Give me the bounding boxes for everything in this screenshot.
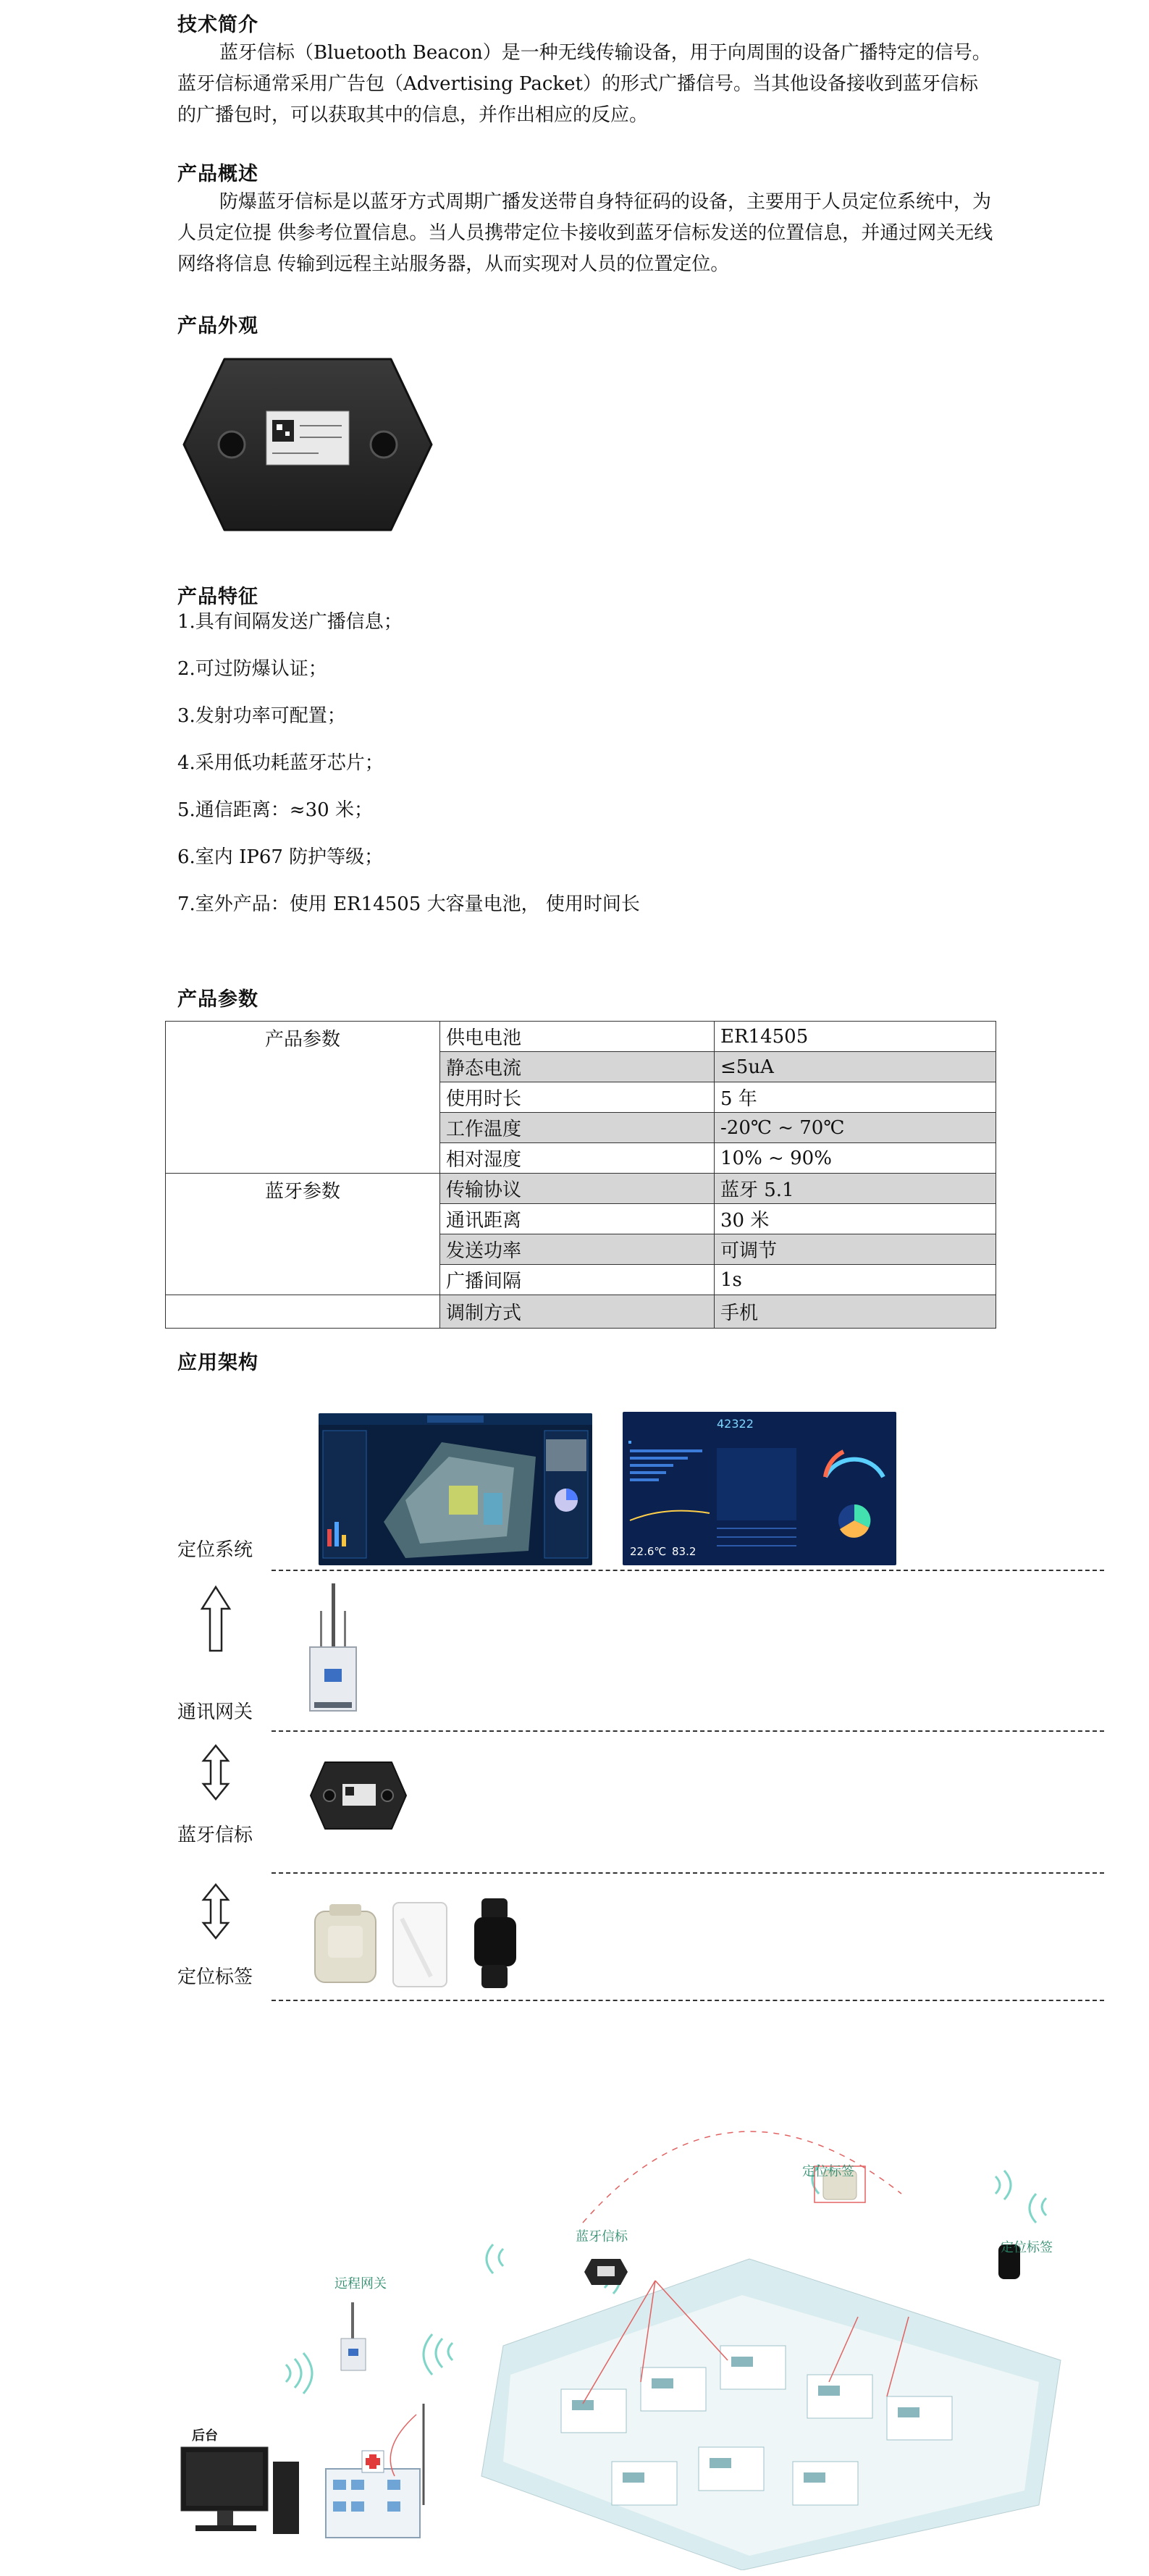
param-value: 10% ~ 90% [715,1143,996,1174]
param-value: 5 年 [715,1082,996,1113]
intro-paragraph [177,38,996,131]
diagram-label-tag-right: 定位标签 [1001,2240,1053,2255]
param-name: 广播间隔 [440,1265,715,1295]
layer-label-tag: 定位标签 [177,1966,253,1988]
param-name: 供电电池 [440,1022,715,1052]
params-heading: 产品参数 [177,988,258,1011]
dashboard-screenshot-map [319,1413,592,1565]
feature-item: 5.通信距离：≈30 米； [177,799,373,821]
param-name: 相对湿度 [440,1143,715,1174]
table-row [166,1022,996,1052]
param-group-empty [166,1295,440,1329]
param-name: 调制方式 [440,1295,715,1329]
feature-item: 6.室内 IP67 防护等级； [177,846,384,868]
param-name: 静态电流 [440,1052,715,1082]
dashboard-screenshot-data [623,1412,896,1565]
beacon-device-image [308,1759,409,1832]
overview-paragraph [177,187,996,280]
diagram-label-tag-top: 定位标签 [802,2164,854,2179]
feature-item: 3.发射功率可配置； [177,705,346,727]
param-value: 蓝牙 5.1 [715,1174,996,1204]
feature-item: 1.具有间隔发送广播信息； [177,611,403,633]
diagram-label-beacon: 蓝牙信标 [576,2229,628,2244]
feature-item: 2.可过防爆认证； [177,658,327,680]
param-name: 通讯距离 [440,1204,715,1234]
deployment-diagram [177,2071,1082,2570]
param-name: 使用时长 [440,1082,715,1113]
param-name: 工作温度 [440,1113,715,1143]
table-row [166,1295,996,1329]
bidirectional-arrow-icon [199,1743,232,1801]
param-value: ≤5uA [715,1052,996,1082]
gateway-device-image [304,1582,362,1720]
intro-text: 蓝牙信标（Bluetooth Beacon）是一种无线传输设备，用于向周围的设备广播特定的信号。蓝牙信标通常采用广告包（Advertising Packet）的形式广播信号。当其他设备接收到蓝牙信标的广播包时，可以获取其中的信息，并作出相应的反应。 [177,42,991,126]
feature-item: 4.采用低功耗蓝牙芯片； [177,752,384,774]
screen-value-humidity: 83.2 [672,1545,696,1558]
bidirectional-arrow-icon [199,1882,232,1940]
param-value: -20℃ ~ 70℃ [715,1113,996,1143]
screen-value-temp: 22.6℃ [630,1545,667,1558]
param-group-bluetooth: 蓝牙参数 [166,1174,440,1295]
param-value: 手机 [715,1295,996,1329]
overview-heading: 产品概述 [177,163,258,185]
layer-label-gateway: 通讯网关 [177,1701,253,1723]
intro-heading: 技术简介 [177,14,258,36]
overview-text: 防爆蓝牙信标是以蓝牙方式周期广播发送带自身特征码的设备，主要用于人员定位系统中，为人员定位提 供参考位置信息。当人员携带定位卡接收到蓝牙信标发送的位置信息，并通过网关无线网络将信息 传输到远程主站服务器，从而实现对人员的位置定位。 [177,191,993,275]
layer-divider [272,1570,1104,1571]
feature-item: 7.室外产品：使用 ER14505 大容量电池， 使用时间长 [177,893,640,915]
location-tags-image [308,1897,554,1991]
param-value: 30 米 [715,1204,996,1234]
architecture-heading: 应用架构 [177,1352,258,1374]
param-value: 可调节 [715,1234,996,1265]
layer-label-system: 定位系统 [177,1539,253,1561]
param-value: 1s [715,1265,996,1295]
layer-divider [272,2000,1104,2001]
table-row [166,1174,996,1204]
param-group-product: 产品参数 [166,1022,440,1174]
param-name: 传输协议 [440,1174,715,1204]
diagram-label-gateway: 远程网关 [334,2276,387,2291]
diagram-label-backend: 后台 [192,2428,218,2444]
screen-value-count: 42322 [717,1417,754,1431]
layer-divider [272,1872,1104,1874]
up-arrow-icon [199,1584,232,1654]
features-heading: 产品特征 [177,586,258,608]
layer-divider [272,1730,1104,1732]
feature-list [177,607,640,936]
param-value: ER14505 [715,1022,996,1052]
appearance-heading: 产品外观 [177,315,258,337]
param-name: 发送功率 [440,1234,715,1265]
params-table [165,1021,996,1329]
beacon-product-image [181,353,434,536]
layer-label-beacon: 蓝牙信标 [177,1824,253,1846]
